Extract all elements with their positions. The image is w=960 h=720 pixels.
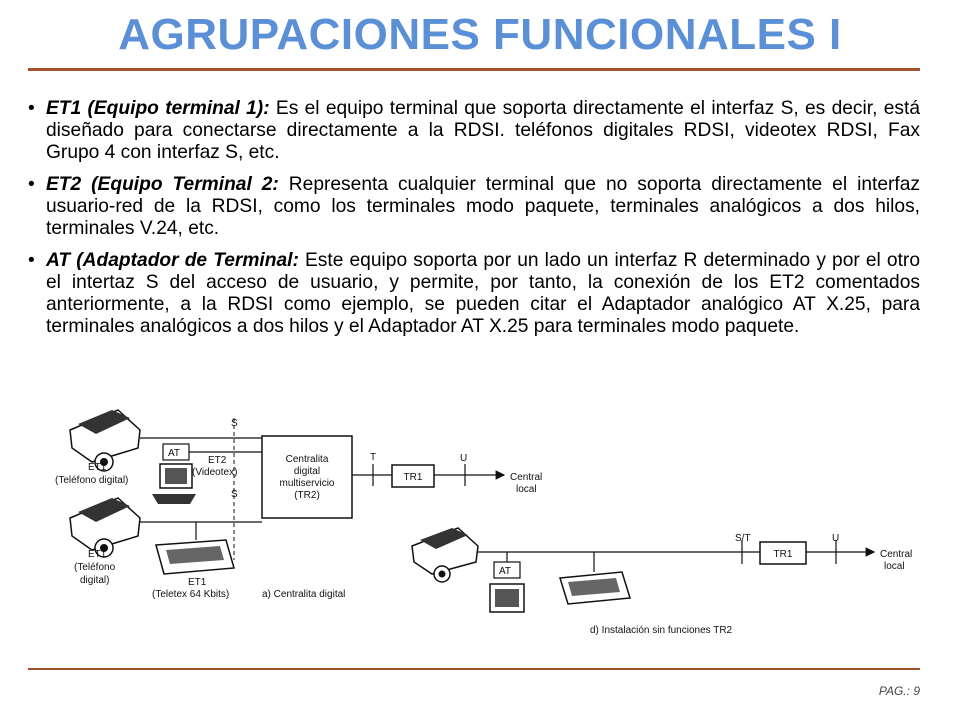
- et1-phone2-sublabel2: digital): [80, 575, 110, 586]
- bullet-term: ET2 (Equipo Terminal 2:: [46, 174, 279, 195]
- central-label-d-2: local: [884, 561, 905, 572]
- diagram-d: [412, 528, 912, 636]
- et1-teletex-sublabel: (Teletex 64 Kbits): [152, 589, 230, 600]
- s-label-bottom: S: [231, 489, 238, 500]
- caption-a: a) Centralita digital: [262, 589, 346, 600]
- caption-d: d) Instalación sin funciones TR2: [590, 625, 733, 636]
- pbx-label-2: digital: [293, 466, 321, 477]
- bullet-term: ET1 (Equipo terminal 1):: [46, 98, 270, 119]
- u-label: U: [460, 453, 468, 464]
- teletex-icon: [156, 522, 234, 574]
- diagram-a: [55, 410, 542, 600]
- bullet-dot: •: [28, 250, 35, 271]
- et1-phone-sublabel: (Teléfono digital): [55, 475, 129, 486]
- central-label-2: local: [516, 484, 537, 495]
- bullet-dot: •: [28, 98, 35, 119]
- t-label: T: [370, 452, 377, 463]
- pbx-label-4: (TR2): [294, 490, 320, 501]
- page-number: PAG.: 9: [878, 684, 920, 698]
- et2-sublabel: (Videotex): [192, 467, 238, 478]
- et1-phone2-sublabel1: (Teléfono: [74, 562, 116, 573]
- et1-phone2-label: ET1: [88, 549, 107, 560]
- at-label: AT: [168, 448, 181, 459]
- et1-teletex-label: ET1: [188, 577, 207, 588]
- bullet-text: Es el equipo terminal que soporta directamente el interfaz S, es decir, está diseñado para conectarse directamente a la RDSI. teléfonos digitales RDSI, videotex RDSI, Fax Grupo 4 con interfaz S, etc.: [46, 98, 920, 163]
- pbx-label-3: multiservicio: [279, 478, 335, 489]
- computer-icon: [152, 464, 196, 504]
- s-label-top: S: [231, 418, 238, 429]
- footer-divider: [28, 668, 920, 670]
- computer-icon: [490, 584, 524, 612]
- phone-icon: [412, 528, 478, 582]
- bullet-term: AT (Adaptador de Terminal:: [46, 250, 299, 271]
- et1-phone-label: ET1: [88, 462, 107, 473]
- tr1-label-d: TR1: [773, 549, 793, 560]
- teletex-icon: [560, 552, 630, 604]
- central-label-d-1: Central: [880, 549, 913, 560]
- pbx-box: [262, 436, 352, 518]
- u-label-d: U: [832, 533, 840, 544]
- et2-label: ET2: [208, 455, 227, 466]
- bullet-dot: •: [28, 174, 35, 195]
- st-label: S/T: [735, 533, 751, 544]
- pbx-label-1: Centralita: [285, 454, 329, 465]
- central-label-1: Central: [510, 472, 543, 483]
- tr1-label: TR1: [403, 472, 423, 483]
- bullet-text: Este equipo soporta por un lado un interfaz R determinado y por el otro el intertaz S del acceso de usuario, y permite, por tanto, la conexión de los ET2 comentados anteriormente, a la RDSI como ejemplo, se pueden citar el Adaptador analógico AT X.25, para terminales analógicos a dos hilos y el Adaptador AT X.25 para terminales modo paquete.: [46, 250, 920, 337]
- at-label-d: AT: [499, 566, 512, 577]
- page-title: AGRUPACIONES FUNCIONALES I: [118, 10, 842, 59]
- bullet-text: Representa cualquier terminal que no soporta directamente el interfaz usuario-red de la RDSI, como los terminales modo paquete, terminales analógicos a dos hilos, terminales V.24, etc.: [46, 174, 920, 239]
